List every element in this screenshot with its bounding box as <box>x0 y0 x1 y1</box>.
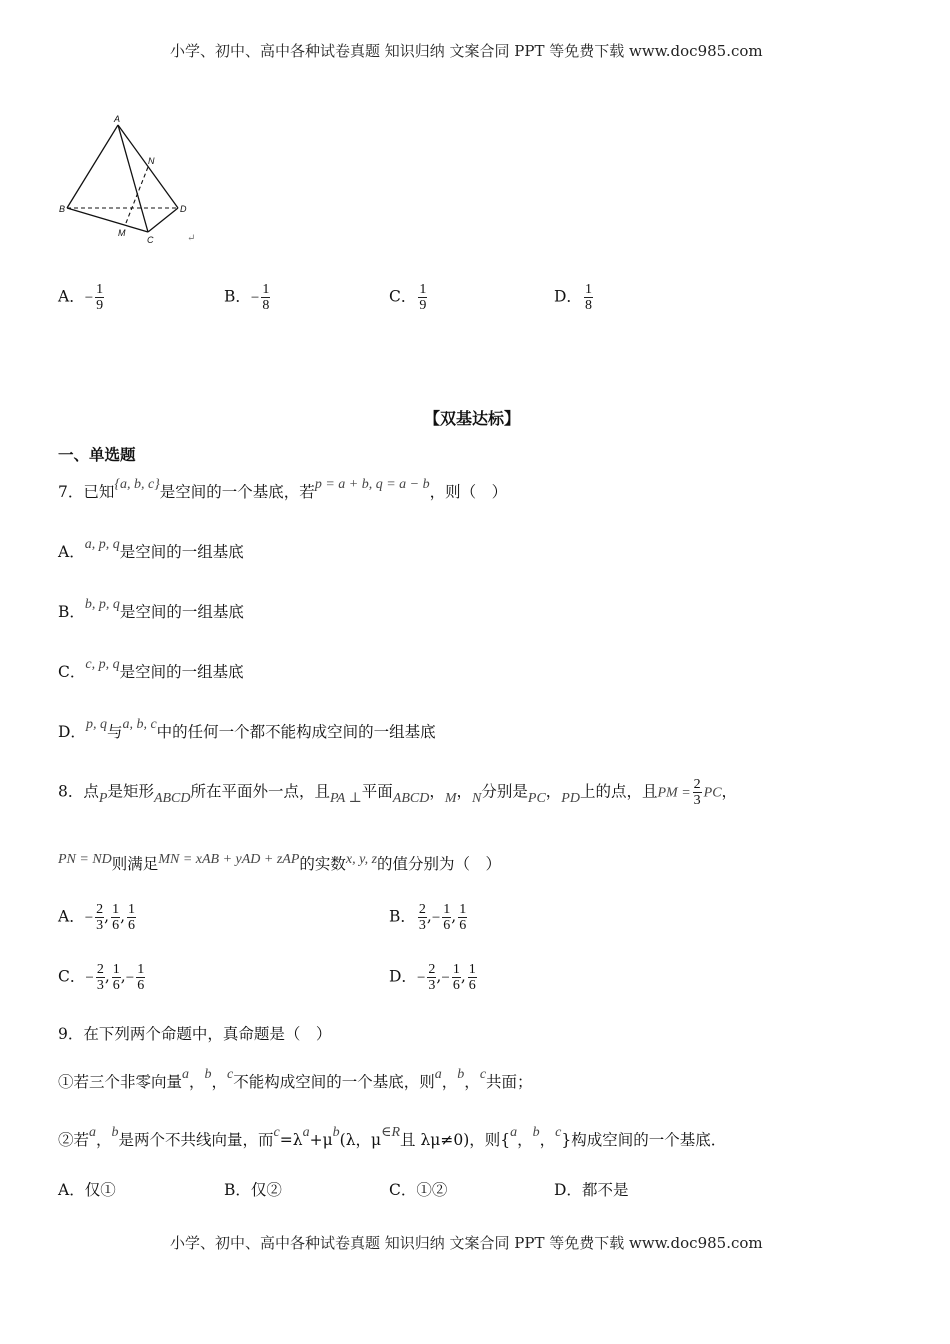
edge-ab <box>67 125 118 208</box>
fraction: $\frac{1}{8}$ <box>262 282 270 313</box>
q9-stem: 9．在下列两个命题中，真命题是（ ） <box>58 1025 332 1043</box>
option-letter: B． <box>58 603 85 621</box>
edge-bc <box>67 208 148 232</box>
expr-pq: p = a + b, q = a − b <box>314 477 430 492</box>
option-letter: C． <box>58 967 86 986</box>
option-letter: C． <box>389 287 417 306</box>
page-footer: 小学、初中、高中各种试卷真题 知识归纳 文案合同 PPT 等免费下载 www.doc985.com <box>170 1234 763 1252</box>
q8-option-c[interactable]: C．− $\frac{2}{3}$ , $\frac{1}{6}$ ,− $\frac{1}{6}$ <box>58 962 145 993</box>
edge-ad <box>118 125 178 208</box>
q6-option-b[interactable]: B．− $\frac{1}{8}$ <box>224 282 270 313</box>
label-m: M <box>118 228 126 238</box>
q9-option-d[interactable]: D．都不是 <box>554 1181 629 1199</box>
q8-option-a[interactable]: A．− $\frac{2}{3}$ , $\frac{1}{6}$ , $\frac{1}{6}$ <box>58 902 136 933</box>
option-letter: D． <box>554 287 582 306</box>
option-letter: A． <box>58 907 85 926</box>
q8-stem-line1: 8．点P是矩形ABCD所在平面外一点，且PA ⊥平面ABCD，M，N分别是PC，PD上的点，且PM = $\frac{2}{3}$ PC， <box>58 777 738 808</box>
q8-option-b[interactable]: B． $\frac{2}{3}$ ,− $\frac{1}{6}$ , $\frac{1}{6}$ <box>389 902 467 933</box>
q8-option-d[interactable]: D．− $\frac{2}{3}$ ,− $\frac{1}{6}$ , $\frac{1}{6}$ <box>389 962 476 993</box>
segment-mn-hidden <box>126 167 148 223</box>
fraction: $\frac{1}{9}$ <box>96 282 104 313</box>
paragraph-mark: ↵ <box>187 233 196 244</box>
option-letter: D． <box>58 723 86 741</box>
option-letter: A． <box>58 287 85 306</box>
q9-statement-1: ①若三个非零向量a，b，c不能构成空间的一个基底，则a，b，c共面； <box>58 1067 533 1091</box>
q6-option-c[interactable] <box>389 282 427 313</box>
option-letter: B． <box>389 907 416 926</box>
set-abc: {a, b, c} <box>114 477 160 492</box>
q9-option-c[interactable]: C．①② <box>389 1181 448 1199</box>
option-letter: C． <box>58 663 86 681</box>
tetrahedron-figure <box>50 110 200 250</box>
fraction: $\frac{1}{8}$ <box>584 282 592 313</box>
option-letter: A． <box>58 543 85 561</box>
fraction: $\frac{2}{3}$ <box>693 777 701 808</box>
label-c: C <box>147 235 154 245</box>
label-d: D <box>180 204 187 214</box>
label-b: B <box>59 204 66 214</box>
edge-cd <box>148 208 178 232</box>
q7-option-a[interactable]: A．a, p, q是空间的一组基底 <box>58 537 244 561</box>
q9-option-a[interactable]: A．仅① <box>58 1181 116 1199</box>
q7-option-d[interactable]: D．p, q与a, b, c中的任何一个都不能构成空间的一组基底 <box>58 717 436 741</box>
subsection-title: 一、单选题 <box>58 445 136 464</box>
section-title: 【双基达标】 <box>424 409 521 428</box>
q7-option-b[interactable]: B．b, p, q是空间的一组基底 <box>58 597 244 621</box>
q9-option-b[interactable]: B．仅② <box>224 1181 282 1199</box>
q6-option-d[interactable] <box>554 282 593 313</box>
label-n: N <box>148 156 155 166</box>
fraction: $\frac{1}{9}$ <box>419 282 427 313</box>
q7-option-c[interactable]: C．c, p, q是空间的一组基底 <box>58 657 244 681</box>
q6-option-a[interactable]: A．− $\frac{1}{9}$ <box>58 282 104 313</box>
label-a: A <box>114 114 121 124</box>
option-letter: D． <box>389 967 417 986</box>
edge-ac <box>118 125 148 232</box>
q8-stem-line2: PN = ND则满足MN = xAB + yAD + zAP的实数x, y, z的值分别为（ ） <box>58 852 502 873</box>
q7-stem: 7．已知{a, b, c}是空间的一个基底，若p = a + b, q = a − b，则（ ） <box>58 477 508 501</box>
page-header: 小学、初中、高中各种试卷真题 知识归纳 文案合同 PPT 等免费下载 www.doc985.com <box>170 42 763 60</box>
option-letter: B． <box>224 287 251 306</box>
q9-statement-2: ②若a，b是两个不共线向量，而c=λa+μb(λ，μ∈R且 λμ≠0)，则{a，b，c}构成空间的一个基底． <box>58 1125 727 1149</box>
